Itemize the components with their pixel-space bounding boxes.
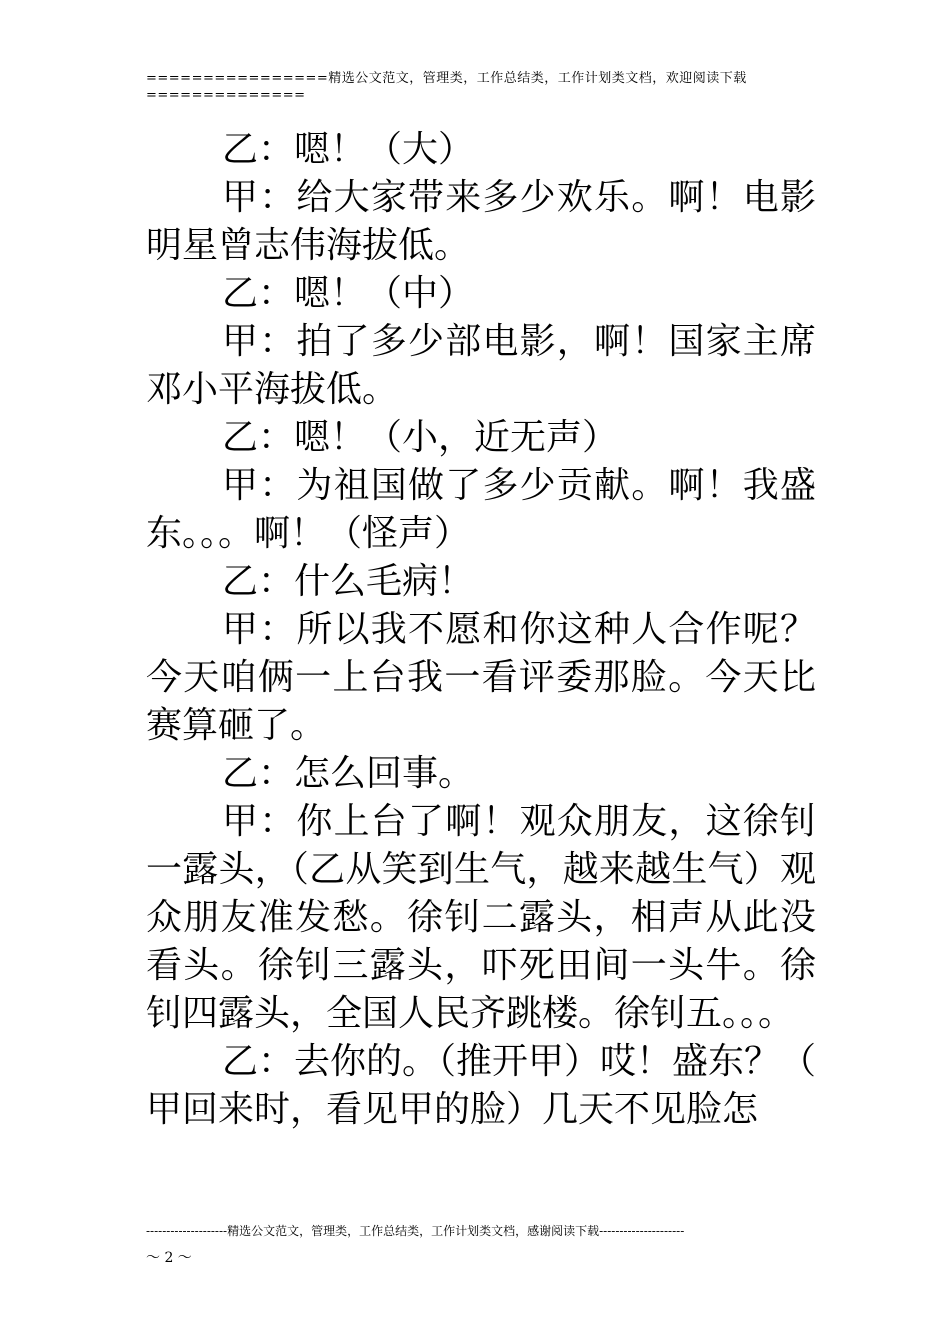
- dialogue-line: 甲：给大家带来多少欢乐。啊！电影明星曾志伟海拔低。: [146, 177, 816, 266]
- dialogue-line: 甲：为祖国做了多少贡献。啊！我盛东。。。啊！（怪声）: [146, 465, 816, 554]
- dialogue-line: 甲：拍了多少部电影，啊！国家主席邓小平海拔低。: [146, 321, 816, 410]
- dialogue-line: 甲：你上台了啊！观众朋友，这徐钊一露头，（乙从笑到生气，越来越生气）观众朋友准发愁。徐钊二露头，相声从此没看头。徐钊三露头，吓死田间一头牛。徐钊四露头，全国人民齐跳楼。徐钊五。。。: [146, 801, 816, 1034]
- dialogue-line: 乙：嗯！（大）: [222, 129, 475, 170]
- page-number: ～ 2 ～: [146, 1250, 192, 1266]
- dialogue-line: 乙：什么毛病！: [222, 561, 475, 602]
- document-body: [146, 126, 816, 1134]
- header-line: ================精选公文范文，管理类，工作总结类，工作计划类文档，欢迎阅读下载: [146, 71, 747, 86]
- dialogue-line: 乙：嗯！（中）: [222, 273, 475, 314]
- dialogue-line: 乙：怎么回事。: [222, 753, 475, 794]
- footer-line: --------------------精选公文范文，管理类，工作总结类，工作计划类文档，感谢阅读下载---------------------: [146, 1224, 685, 1238]
- dialogue-line: 甲：所以我不愿和你这种人合作呢？今天咱俩一上台我一看评委那脸。今天比赛算砸了。: [146, 609, 816, 746]
- dialogue-line: 乙：嗯！（小，近无声）: [222, 417, 619, 458]
- header-divider: ==============: [146, 88, 306, 103]
- dialogue-line: 乙：去你的。（推开甲）哎！盛东？（甲回来时，看见甲的脸）几天不见脸怎: [146, 1041, 817, 1130]
